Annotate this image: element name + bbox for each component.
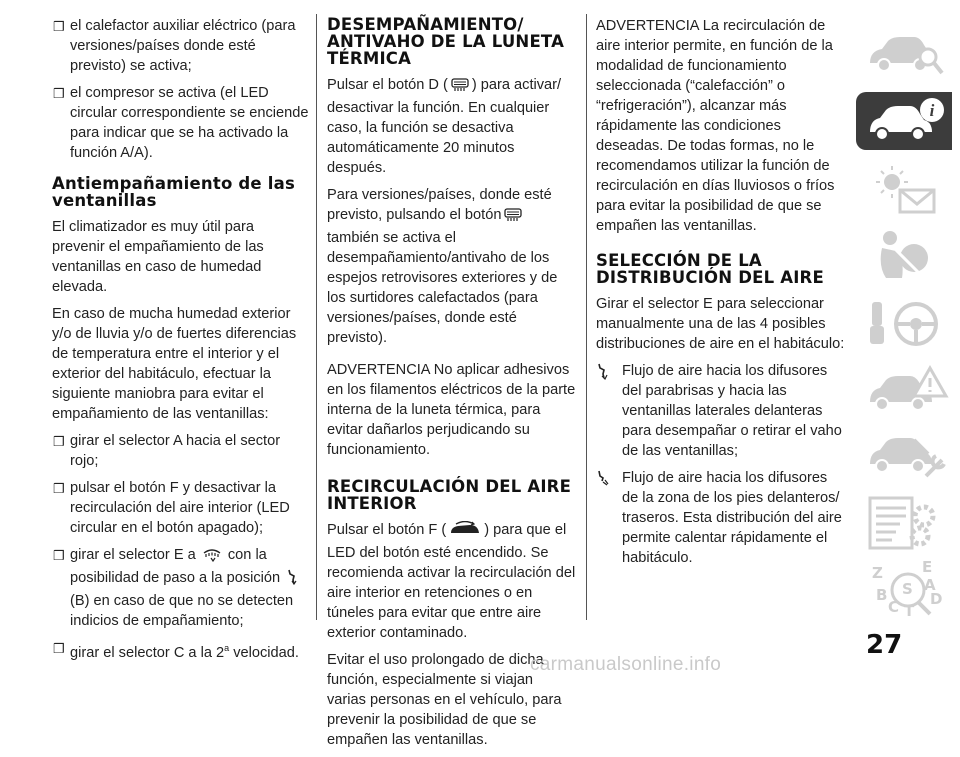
paragraph-text: también se activa el desempañamiento/antivaho de los espejos retrovisores exteriores y de los surtidores calefactados (para versiones/países, donde esté previsto). [327,230,558,346]
paragraph: Girar el selector E para seleccionar manualmente una de las 4 posibles distribuciones de aire en el habitáculo: [596,296,845,352]
bullet-text: (B) en caso de que no se detecten indicios de empañamiento; [70,593,294,629]
column-3 [596,16,846,575]
warning-lights-icon [856,160,952,218]
specs-gear-icon [856,494,952,552]
windshield-airflow-icon [596,363,610,387]
section-heading-desempanamiento: DESEMPAÑAMIENTO/ ANTIVAHO DE LA LUNETA TÉRMICA [327,15,565,68]
paragraph-text: ) para activar/ desactivar la función. En cualquier caso, la función se desactiva automáticamente 20 minutos después. [327,77,562,176]
section-heading-antiempanamiento: Antiempañamiento de las ventanillas [52,174,295,210]
index-letter: S [902,580,913,598]
list-item-text: Flujo de aire hacia los difusores del parabrisas y hacia las ventanillas laterales delanteras para desempañar o retirar el vaho de las ventanillas; [622,363,842,459]
car-service-icon [856,426,952,484]
sidebar-tab-specs[interactable] [856,494,952,552]
paragraph-text: Pulsar el botón F ( [327,522,447,538]
watermark: carmanualsonline.info [530,654,722,675]
sidebar-tab-warning-lights[interactable] [856,160,952,218]
bullet-text: con la posibilidad de paso a la posición [70,547,281,586]
sidebar-tab-key-steering[interactable] [856,294,952,352]
bullet-text: pulsar el botón F y desactivar la recirculación del aire interior (LED circular en el botón apagado); [70,480,290,536]
bullet-text: girar el selector A hacia el sector rojo; [70,433,281,469]
list-item [596,361,846,461]
bullet-box: ❒ [53,434,65,449]
windshield-feet-airflow-icon [202,548,222,568]
bullet-box: ❒ [53,641,65,656]
bullet-text: el calefactor auxiliar eléctrico (para versiones/países donde esté previsto) se activa; [70,18,296,74]
paragraph [327,75,576,178]
list-item [52,478,310,538]
list-item-text: Flujo de aire hacia los difusores de la zona de los pies delanteros/ traseros. Esta distribución del aire permite calentar rápidamente el habitáculo. [622,470,842,566]
list-item [52,16,310,76]
index-letter: Z [872,564,883,582]
paragraph: El climatizador es muy útil para prevenir el empañamiento de las ventanillas en caso de humedad elevada. [52,219,264,295]
sidebar-tab-car-search[interactable] [856,25,952,83]
bullet-box: ❒ [53,19,65,34]
rear-defrost-icon [503,208,523,228]
section-heading-recirculacion: RECIRCULACIÓN DEL AIRE INTERIOR [327,477,572,513]
car-search-icon [856,25,952,83]
feet-airflow-icon [596,470,610,494]
index-letter: A [924,576,936,594]
column-2 [327,16,576,757]
paragraph: En caso de mucha humedad exterior y/o de lluvia y/o de fuertes diferencias de temperatura entre el interior y el exterior del habitáculo, efectuar la siguiente maniobra para evitar el empañamiento de las ventanillas: [52,306,297,422]
bullet-box: ❒ [53,548,65,563]
sidebar-tab-index[interactable] [856,560,952,618]
index-letter: T [904,602,915,618]
key-steering-icon [856,294,952,352]
bullet-text: el compresor se activa (el LED circular correspondiente se enciende para indicar que se ha activado la función A/A). [70,85,309,161]
list-item [596,468,846,568]
rear-defrost-icon [450,78,470,98]
column-divider [586,14,587,620]
bullet-text: velocidad. [229,644,299,661]
info-letter: i [929,101,935,120]
paragraph-text: Para versiones/países, donde esté previsto, pulsando el botón [327,187,552,223]
airbag-safety-icon [856,226,952,284]
column-divider [316,14,317,620]
sidebar-tab-breakdown[interactable] [856,360,952,418]
paragraph: Evitar el uso prolongado de dicha función, especialmente si viajan varias personas en el vehículo, para prevenir la posibilidad de que se empañen las ventanillas. [327,652,562,748]
paragraph-text: Pulsar el botón D ( [327,77,448,93]
car-breakdown-icon [856,360,952,418]
index-letters-icon [856,560,952,618]
list-item [52,638,310,663]
recirculation-car-icon [448,521,482,543]
page-number: 27 [866,630,903,660]
windshield-airflow-icon [286,569,298,591]
car-info-icon [856,92,952,150]
column-1 [52,16,310,670]
index-letter: D [930,590,943,608]
list-item [52,83,310,163]
section-heading-distribucion: SELECCIÓN DE LA DISTRIBUCIÓN DEL AIRE [596,251,824,287]
bullet-text: girar el selector C a la 2 [70,644,225,661]
bullet-box: ❒ [53,481,65,496]
list-item [52,545,310,631]
sidebar-tab-car-info[interactable] [856,92,952,150]
list-item [52,431,310,471]
sidebar-tab-airbag-safety[interactable] [856,226,952,284]
sidebar-tab-service[interactable] [856,426,952,484]
index-letter: C [888,598,900,616]
superscript: a [224,643,230,653]
paragraph-text: ) para que el LED del botón esté encendido. Se recomienda activar la recirculación del aire interior en retenciones o en túneles para evitar que entre aire exterior contaminado. [327,522,576,641]
bullet-text: girar el selector E a [70,547,196,563]
bullet-box: ❒ [53,86,65,101]
paragraph [327,185,576,348]
index-letter: E [922,560,933,576]
warning-paragraph: ADVERTENCIA La recirculación de aire interior permite, en función de la modalidad de funcionamiento seleccionada (“calefacción” o “refrigeración”), alcanzar más rápidamente las condiciones deseadas. De todas formas, no le recomendamos utilizar la función de recirculación en días lluviosos o fríos para evitar la posibilidad de que se empañen las ventanillas. [596,18,835,234]
warning-paragraph: ADVERTENCIA No aplicar adhesivos en los filamentos eléctricos de la parte interna de la luneta térmica, para evitar dañarlos perjudicando su funcionamiento. [327,362,576,458]
paragraph [327,520,576,643]
index-letter: B [876,586,888,604]
